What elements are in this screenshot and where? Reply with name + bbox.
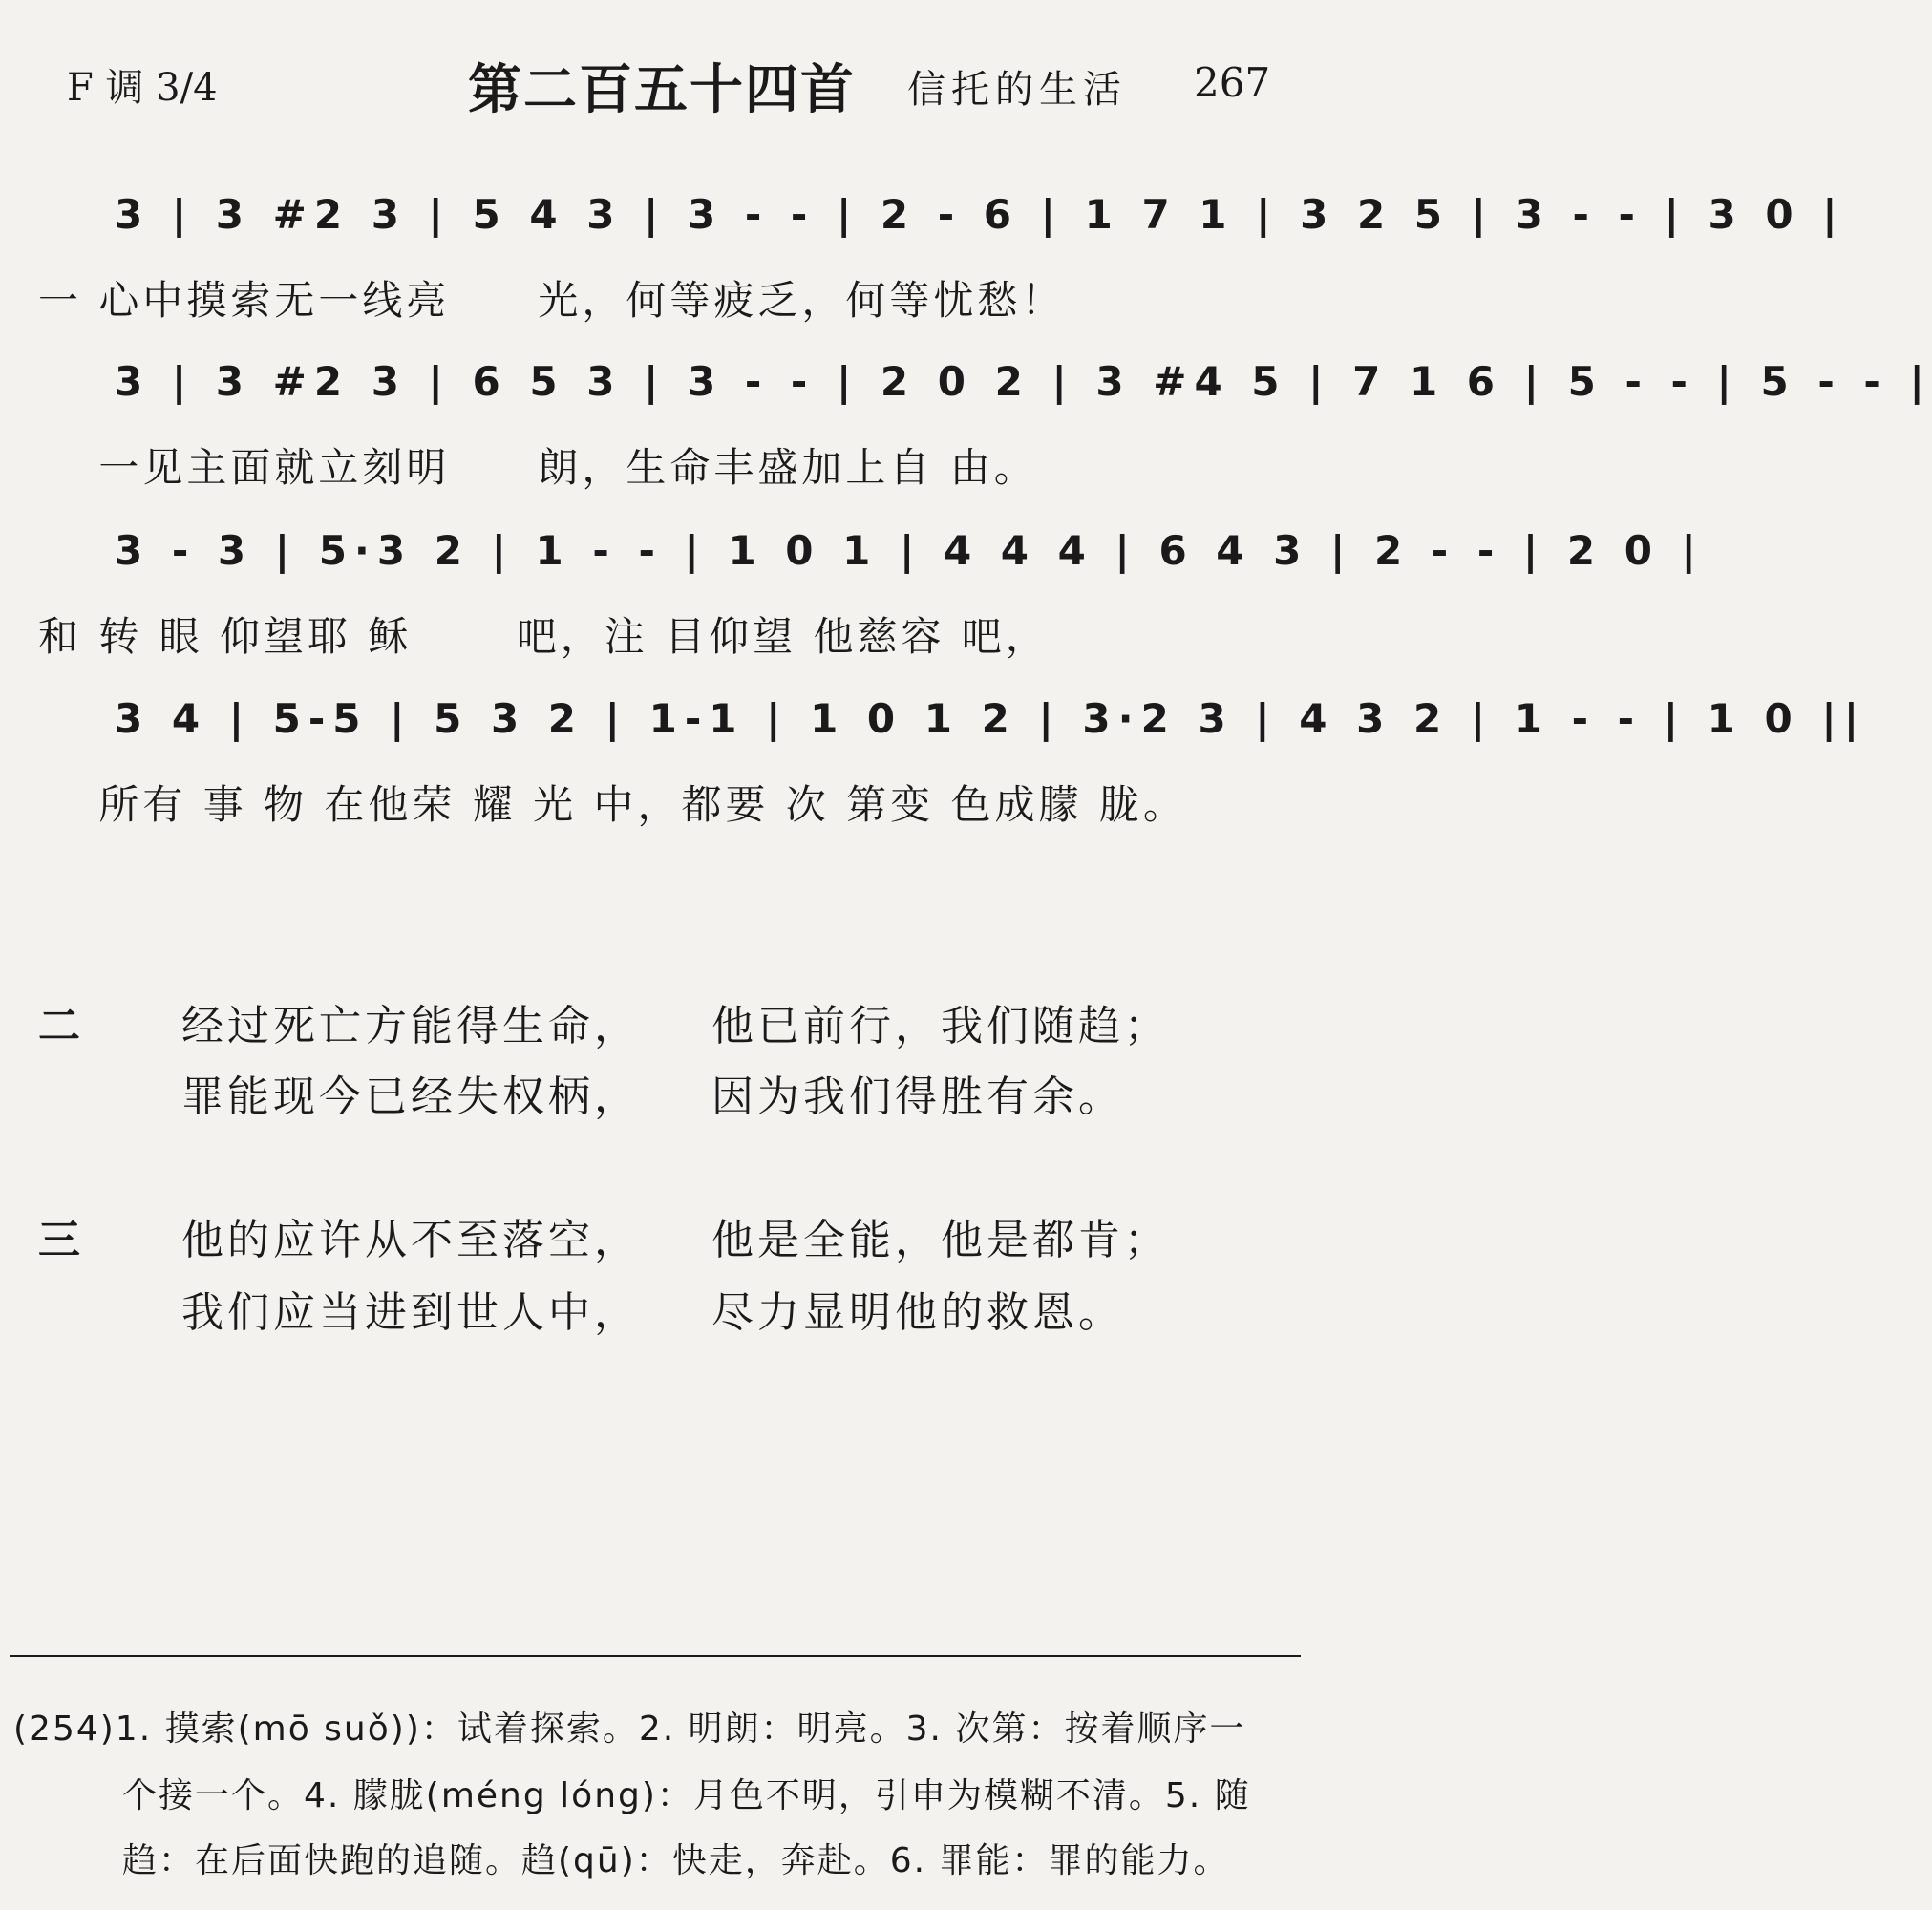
footnote-line-3: 趋：在后面快跑的追随。趋(qū)：快走，奔赴。6. 罪能：罪的能力。: [122, 1841, 1230, 1880]
key-signature: F 调 3/4: [67, 66, 218, 110]
verse-2-line-1b: 他已前行，我们随趋；: [711, 1002, 1170, 1050]
verse-2-line-2a: 罪能现今已经失权柄，: [181, 1072, 640, 1121]
verse-3-line-1a: 他的应许从不至落空，: [181, 1216, 640, 1264]
hymn-title: 第二百五十四首: [468, 59, 856, 121]
footnote-line-1: (254)1. 摸索(mō suǒ))：试着探索。2. 明朗：明亮。3. 次第：按着顺序一: [13, 1709, 1246, 1749]
verse-2-line-1a: 经过死亡方能得生命，: [181, 1002, 640, 1050]
page-number: 267: [1194, 59, 1271, 106]
verse-3-line-1b: 他是全能，他是都肯；: [711, 1216, 1170, 1264]
lyric-row-3: 和 转 眼 仰望耶 稣 吧，注 目仰望 他慈容 吧，: [38, 613, 1050, 660]
footnote-line-2: 个接一个。4. 朦胧(méng lóng)：月色不明，引申为模糊不清。5. 随: [122, 1776, 1251, 1815]
lyric-row-1: 一 心中摸索无一线亮 光，何等疲乏，何等忧愁！: [38, 277, 1066, 324]
verse-number-3: 三: [38, 1216, 80, 1264]
lyric-row-2: 一见主面就立刻明 朗，生命丰盛加上自 由。: [38, 444, 1038, 491]
verse-3-line-2b: 尽力显明他的救恩。: [711, 1288, 1124, 1337]
notation-row-3: 3 - 3 | 5·3 2 | 1 - - | 1 0 1 | 4 4 4 | 6 4 3 | 2 - - | 2 0 |: [115, 527, 1704, 574]
lyric-row-4: 所有 事 物 在他荣 耀 光 中，都要 次 第变 色成朦 胧。: [38, 781, 1187, 828]
notation-row-2: 3 | 3 #2 3 | 6 5 3 | 3 - - | 2 0 2 | 3 #4 5 | 7 1 6 | 5 - - | 5 - - |: [115, 358, 1932, 405]
notation-row-4: 3 4 | 5-5 | 5 3 2 | 1-1 | 1 0 1 2 | 3·2 3 | 4 3 2 | 1 - - | 1 0 ||: [115, 695, 1867, 742]
notation-row-1: 3 | 3 #2 3 | 5 4 3 | 3 - - | 2 - 6 | 1 7 1 | 3 2 5 | 3 - - | 3 0 |: [115, 191, 1845, 238]
verse-3-line-2a: 我们应当进到世人中，: [181, 1288, 640, 1337]
hymn-subtitle: 信托的生活: [907, 68, 1127, 112]
verse-number-2: 二: [38, 1002, 80, 1050]
footnote-divider: [10, 1655, 1301, 1657]
verse-2-line-2b: 因为我们得胜有余。: [711, 1072, 1124, 1121]
